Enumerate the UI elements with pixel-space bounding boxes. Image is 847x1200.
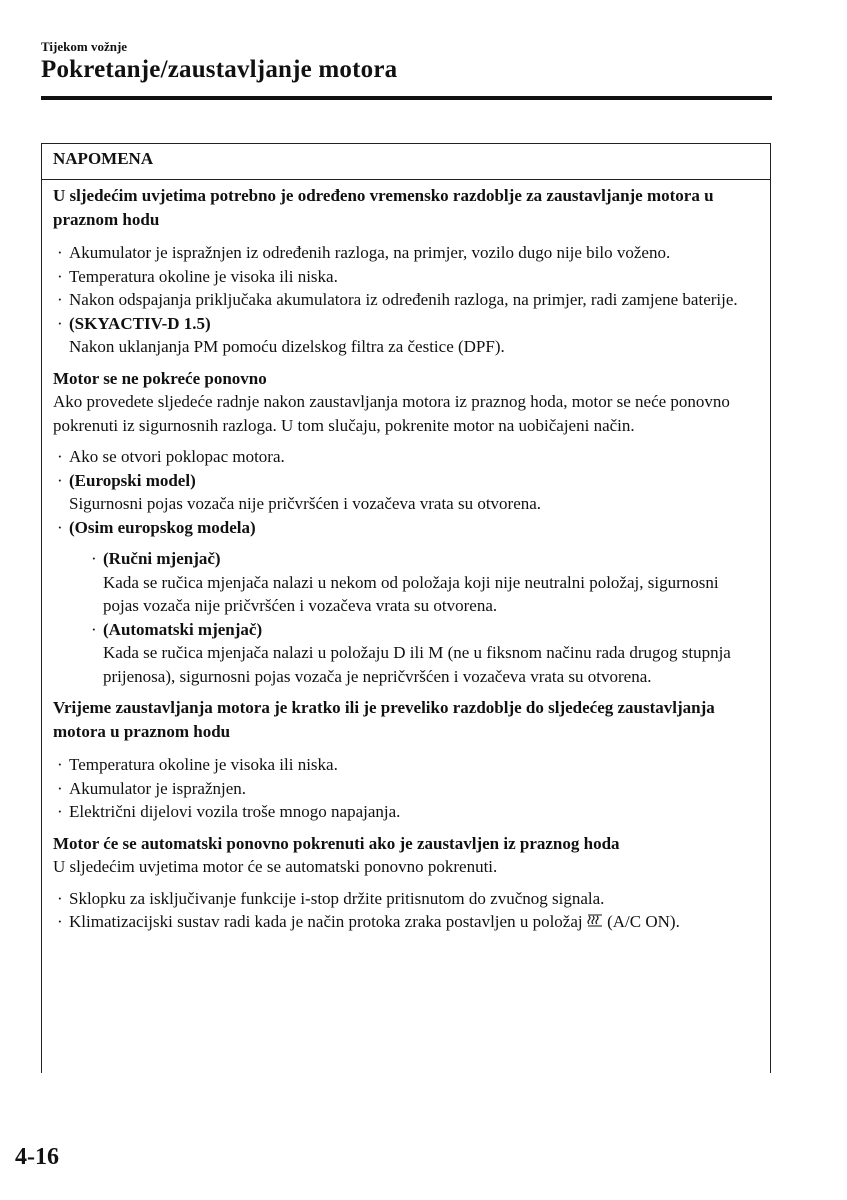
item-label: (Ručni mjenjač) [103, 549, 221, 568]
item-label: (Osim europskog modela) [69, 517, 256, 537]
section-heading: Motor će se automatski ponovno pokrenuti ako je zaustavljen iz praznog hoda [53, 833, 620, 853]
list-item: · Ako se otvori poklopac motora. [53, 445, 758, 469]
list-item: · Temperatura okoline je visoka ili niska. [53, 265, 758, 289]
item-text: Klimatizacijski sustav radi kada je način protoka zraka postavljen u položaj [69, 912, 583, 931]
sub-list-item [87, 618, 758, 689]
list-item: · Akumulator je ispražnjen. [53, 777, 758, 801]
section-label: Tijekom vožnje [41, 39, 128, 54]
list-item: · Nakon odspajanja priključaka akumulatora iz određenih razloga, na primjer, radi zamjene baterije. [53, 288, 758, 312]
bullet-list [53, 753, 758, 824]
item-label: (Europski model) [69, 470, 196, 490]
section-heading: Motor se ne pokreće ponovno [53, 368, 267, 388]
sub-list-item [87, 547, 758, 618]
note-body [42, 180, 770, 936]
list-item: · Električni dijelovi vozila troše mnogo napajanja. [53, 800, 758, 824]
section-no-restart [53, 367, 758, 689]
section-auto-restart [53, 832, 758, 936]
item-text: Kada se ručica mjenjača nalazi u nekom od položaja koji nije neutralni položaj, sigurnosni pojas vozača nije pričvršćen i vozačeva vrata su otvorena. [103, 572, 719, 615]
item-text: Kada se ručica mjenjača nalazi u položaju D ili M (ne u fiksnom načinu rada drugog stupnja prijenosa), sigurnosni pojas vozača je nepričvršćen i vozačeva vrata su otvorena. [103, 643, 731, 686]
list-item [53, 469, 758, 516]
bullet-list [53, 445, 758, 688]
section-intro: Ako provedete sljedeće radnje nakon zaustavljanja motora iz praznog hoda, motor se neće ponovno pokrenuti iz sigurnosnih razloga. U tom slučaju, pokrenite motor na uobičajeni način. [53, 392, 730, 435]
item-text: (A/C ON). [607, 912, 680, 931]
list-item: · Temperatura okoline je visoka ili niska. [53, 753, 758, 777]
list-item: · Sklopku za isključivanje funkcije i-stop držite pritisnutom do zvučnog signala. [53, 887, 758, 911]
list-item [53, 910, 758, 936]
bullet-list [53, 241, 758, 359]
defroster-icon [587, 912, 603, 936]
item-text: Nakon uklanjanja PM pomoću dizelskog filtra za čestice (DPF). [69, 337, 505, 356]
list-item [53, 312, 758, 359]
section-intro: U sljedećim uvjetima motor će se automatski ponovno pokrenuti. [53, 857, 498, 876]
page-title: Pokretanje/zaustavljanje motora [41, 56, 398, 83]
note-box [41, 143, 771, 1073]
title-rule [41, 96, 772, 100]
sub-list [87, 547, 758, 688]
page-number: 4-16 [15, 1144, 59, 1170]
section-idle-stop-time [53, 184, 758, 359]
item-label: (Automatski mjenjač) [103, 619, 263, 639]
list-item: · Akumulator je ispražnjen iz određenih razloga, na primjer, vozilo dugo nije bilo voženo. [53, 241, 758, 265]
note-header: NAPOMENA [42, 144, 770, 180]
item-text: Sigurnosni pojas vozača nije pričvršćen i vozačeva vrata su otvorena. [69, 494, 542, 513]
list-item [53, 516, 758, 689]
item-label: (SKYACTIV-D 1.5) [69, 313, 211, 333]
section-heading: U sljedećim uvjetima potrebno je određeno vremensko razdoblje za zaustavljanje motora u praznom hodu [53, 186, 714, 229]
bullet-list [53, 887, 758, 936]
section-heading: Vrijeme zaustavljanja motora je kratko ili je preveliko razdoblje do sljedećeg zaustavljanja motora u praznom hodu [53, 698, 715, 741]
section-short-stop [53, 696, 758, 824]
